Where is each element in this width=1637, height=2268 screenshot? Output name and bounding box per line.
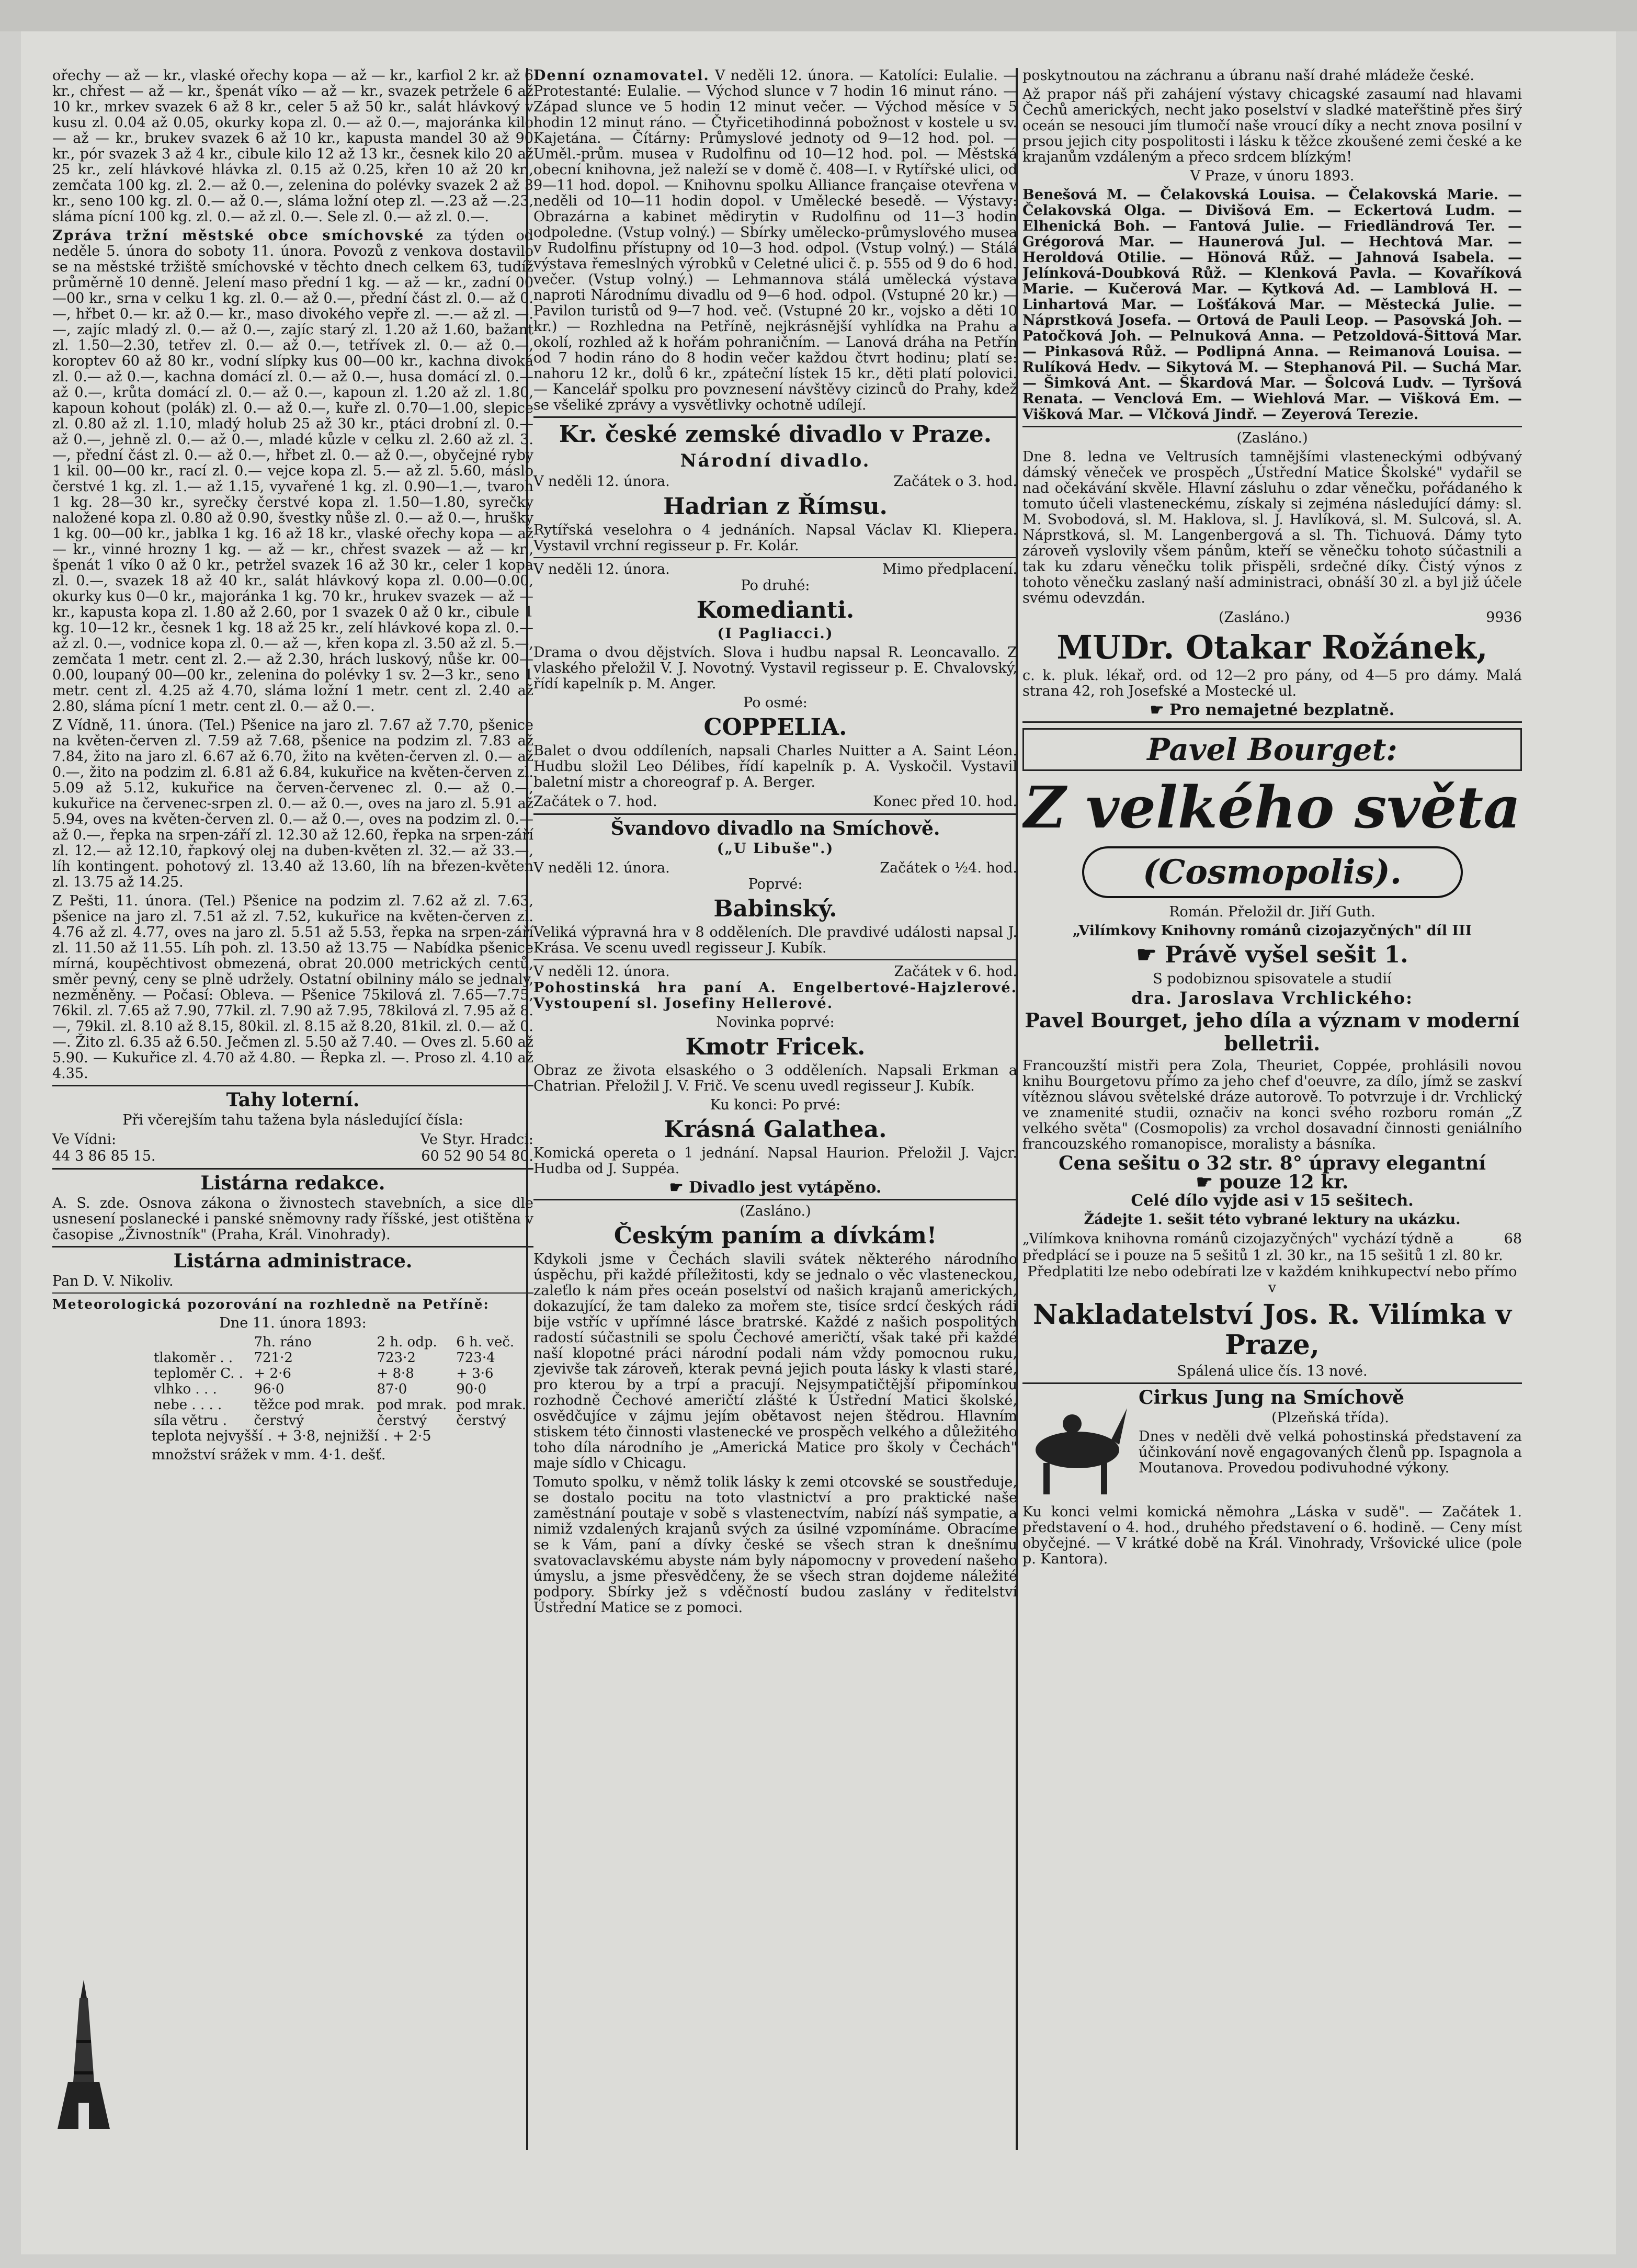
show2-desc: Drama o dvou dějstvích. Slova i hudbu napsal R. Leoncavallo. Z vlaského přeložil V. J. Novotný. Vystavil regisseur p. E. Chvalovský, řídí kapelník p. M. Anger.: [533, 644, 1017, 692]
divider: [52, 1085, 533, 1086]
sv2-guest: Pohostinská hra paní A. Engelbertové-Hajzlerové. Vystoupení sl. Josefiny Hellerové.: [533, 980, 1017, 1012]
lottery-styr-label: Ve Styr. Hradci:: [420, 1131, 533, 1148]
show2-pre: Po druhé:: [741, 577, 810, 594]
circus-title: Cirkus Jung na Smíchově: [1139, 1387, 1405, 1409]
lottery-title: Tahy loterní.: [226, 1089, 360, 1111]
meteo-value: 723·2: [377, 1350, 416, 1366]
column-2: [533, 68, 1017, 2150]
meteo-date: Dne 11. února 1893:: [219, 1315, 367, 1331]
daily-calendar-text: V neděli 12. února. — Katolíci: Eulalie. — Protestanté: Eulalie. — Východ slunce v 7 hodin 16 minut ráno. — Západ slunce ve 5 hodin 12 minut večer. — Východ měsíce v 5 hodin 12 minut ráno. — Čtyřicetihodinná pobožnost v kostele u sv. Kajetána. — Čítárny: Průmyslové jednoty od 9—12 hod. pol. — Uměl.-prům. musea v Rudolfinu od 10—12 hod. pol. — Městská obecní knihovna, jež naleží se v domě č. 408—I. v Rytířské ulici, od 9—11 hod. dopol. — Knihovnu spolku Alliance française otevřena v neděli od 10—11 hodin dopol. v Umělecké besedě. — Výstavy: Obrazárna a kabinet mědirytin v Rudolfinu od 11—3 hodin odpoledne. (Vstup volný.) — Sbírky umělecko-průmyslového musea v Rudolfinu přístupny od 10—3 hod. odpol. (Vstup volný.) — Stálá výstava řemeslných výrobků v Celetné ulici č. p. 555 od 9 do 6 hod. večer. (Vstup volný.) — Lehmannova stálá umělecká výstava naproti Národnímu divadlu od 9—6 hod. odpol. (Vstupné 20 kr.) — Pavilon turistů od 9—7 hod. več. (Vstupné 20 kr., vojsko a děti 10 kr.) — Rozhledna na Petříně, nejkrásnější vyhlídka na Prahu a okolí, rozhled až k hořám pohraničním. — Lanová dráha na Petřín od 7 hodin ráno do 8 hodin večer každou čtvrt hodinu; platí se: nahoru 12 kr., dolů 6 kr., zpáteční lístek 15 kr., děti platí polovici. — Kancelář spolku pro povznesení návštěvy cizinců do Prahy, kdež se všeliké zprávy a vysvětlivky ochotně udílejí.: [533, 68, 1017, 413]
smichov-market-report: [52, 228, 533, 715]
pointing-hand-icon: ☛: [1196, 1171, 1220, 1193]
pointing-hand-icon: ☛: [669, 1178, 689, 1197]
show-time: Začátek o 7. hod.: [533, 793, 657, 810]
sv3-pre: Ku konci: Po prvé:: [710, 1097, 841, 1113]
pest-grain-report: Z Pešti, 11. února. (Tel.) Pšenice na podzim zl. 7.62 až zl. 7.63, pšenice na jaro zl. 7.51 až zl. 7.52, kukuřice na květen-červen zl. 4.76 až zl. 4.77, oves na jaro zl. 5.51 až 5.53, řepka na srpen-září zl. 11.50 až 11.55. Líh poh. zl. 13.50 až 13.75 — Nabídka pšenice mírná, koupěchtivost obmezená, obrat 20.000 metrických centů, směr pevný, ceny se plně udržely. Ostatní obilniny málo se jednaly, nezměněny. — Počasí: Obleva. — Pšenice 75kilová zl. 7.65—7.75, 76kil. zl. 7.65 až 7.90, 77kil. zl. 7.90 až 7.95, 78kilová zl. 7.95 až 8.—, 79kil. zl. 8.10 až 8.15, 80kil. zl. 8.15 až 8.20, 81kil. zl. 0.— až 0.—. Žito zl. 6.35 až 6.50. Ječmen zl. 5.50 až 7.40. — Oves zl. 5.60 až 5.90. — Kukuřice zl. 4.70 až 4.80. — Řepka zl. —. Proso zl. 4.10 až 4.35.: [52, 893, 533, 1082]
smichov-market-heading: Zpráva tržní městské obce smíchovské: [52, 228, 425, 244]
show-date: V neděli 12. února.: [533, 963, 670, 980]
bourget-subs: „Vilímkova knihovna románů cizojazyčných" vychází týdně a předplácí se i pouze na 5 sešitů 1 zl. 30 kr., na 15 sešitů 1 zl. 80 kr.: [1022, 1231, 1503, 1264]
divider: [1022, 721, 1522, 723]
meteo-row: [152, 1350, 533, 1366]
sv2-desc: Obraz ze života elsaského o 3 odděleních. Napsali Erkman a Chatrian. Přeložil J. V. Frič. Ve scenu uvedl regisseur J. Kubík.: [533, 1062, 1017, 1094]
divider: [1022, 426, 1522, 427]
circus-horse-illustration: [1022, 1387, 1132, 1502]
lottery-vienna-label: Ve Vídni:: [52, 1131, 117, 1148]
sv1-desc: Veliká výpravná hra v 8 odděleních. Dle pravdivé události napsal J. Krása. Ve scenu uvedl regisseur J. Kubík.: [533, 924, 1017, 956]
bourget-subtitle: (Cosmopolis).: [1082, 846, 1463, 898]
sv2-meta: [533, 963, 1017, 980]
bourget-portrait: S podobiznou spisovatele a studií: [1153, 971, 1392, 987]
meteo-row: [152, 1366, 533, 1381]
show2-title: Komedianti.: [696, 597, 855, 623]
appeal-title: Českým paním a dívkám!: [613, 1222, 937, 1249]
sv2-pre: Novinka poprvé:: [716, 1014, 835, 1030]
meteo-value: + 3·6: [456, 1366, 494, 1381]
divider: [533, 959, 1017, 960]
show1-meta: [533, 473, 1017, 490]
meteo-row: [152, 1413, 533, 1428]
bourget-title: Z velkého světa: [1024, 774, 1521, 841]
bourget-order: Předplatiti lze nebo odebírati lze v každém knihkupectví nebo přímo v: [1027, 1264, 1517, 1296]
meteo-value: + 2·6: [254, 1366, 291, 1381]
bourget-issue-text: Právě vyšel sešit 1.: [1165, 942, 1408, 968]
meteo-table-wrap: [152, 1334, 533, 1463]
pointing-hand-icon: ☛: [1136, 942, 1165, 968]
lottery-labels: [52, 1131, 533, 1148]
petrin-tower-illustration: [52, 1977, 115, 2134]
meteo-time: 2 h. odp.: [377, 1334, 437, 1350]
meteo-value: 721·2: [254, 1350, 293, 1366]
divider: [533, 813, 1017, 815]
circus-text-2: Ku konci velmi komická němohra „Láska v sudě". — Začátek 1. představení o 4. hod., druhého představení o 6. hodině. — Ceny míst obyčejné. — V krátké době na Král. Vinohrady, Vršovické ulice (pole p. Kantora).: [1022, 1504, 1522, 1567]
sv1-meta: [533, 860, 1017, 877]
smichov-market-text: za týden od neděle 5. února do soboty 11. února. Povozů z venkova dostavilo se na městské tržiště smíchovské v těchto dnech celkem 63, tudíž průměrně 10 denně. Jelení maso přední 1 kg. — až — kr., zadní 00—00 kr., srna v celku 1 kg. zl. 0.— až 0.—, přední část zl. 0.— až 0.—, hřbet 0.— kr. až 0.— kr., maso divokého vepře zl. —.— až zl. —.—, zajíc mladý zl. 0.— až 0.—, zajíc starý zl. 1.20 až 1.60, bažant zl. 1.50—2.30, tetřev zl. 0.— až 0.—, tetřívek zl. 0.— až 0.—, koroptev 60 až 80 kr., vodní slípky kus 00—00 kr., kachna divoká zl. 0.— až 0.—, kachna domácí zl. 0.— až 0.—, husa domácí zl. 0.— až 0.—, krůta domácí zl. 0.— až 0.—, kapoun zl. 1.20 až zl. 1.80, kapoun kohout (polák) zl. 0.— až 0.—, kuře zl. 0.70—1.00, slepice zl. 0.80 až zl. 1.10, mladý holub 25 až 30 kr., ptáci drobní zl. 0.— až 0.—, jehně zl. 0.— až 0.—, mladé kůzle v celku zl. 2.60 až zl. 3.—, přední část zl. 0.— až 0.—, hřbet zl. 0.— až 0.—, obyčejné ryby 1 kil. 00—00 kr., rací zl. 0.— vejce kopa zl. 5.— až zl. 5.60, máslo čerstvé 1 kg. zl. 1.— až 1.15, vyvařené 1 kg. zl. 0.90—1.—, tvaroh 1 kg. 28—30 kr., syrečky čerstvé kopa zl. 1.50—1.80, syrečky naložené kopa zl. 0.80 až 0.90, švestky nůše zl. 0.— až 0.—, hrušky 1 kg. 00—00 kr., jablka 1 kg. 16 až 18 kr., vlaské ořechy kopa — až — kr., vinné hrozny 1 kg. — až — kr., chřest svazek — až — kr., špenát 1 víko 0 až 0 kr., petržel svazek 16 až 30 kr., celer 1 kopa zl. 0.—, svazek 18 až 40 kr., salát hlávkový kopa zl. 0.00—0.00, okurky kus 0—0 kr., majoránka 1 kg. 70 kr., hrukev svazek — až — kr., kapusta kopa zl. 1.80 až 2.60, por 1 svazek 0 až 0 kr., cibule 1 kg. 10—12 kr., česnek 1 kg. 18 až 25 kr., zelí hlávkové kopa zl. 0.— až zl. 0.—, vodnice kopa zl. 0.— až —, křen kopa zl. 3.50 až zl. 5.—, zemčata 1 metr. cent zl. 2.— až 2.30, hrách luskový, nůše kr. 00—0.00, loupaný 00—00 kr., zelenina do polévky 1 sv. 2—3 kr., seno 1 metr. cent zl. 4.25 až 4.70, sláma ložní 1 metr. cent zl. 2.40 až 2.80, sláma pícní 1 metr. cent zl. 0.— až 0.—.: [52, 228, 533, 715]
bourget-price: Cena sešitu o 32 str. 8° úpravy elegantní: [1058, 1152, 1486, 1174]
bourget-author: Pavel Bourget:: [1147, 732, 1397, 767]
show-date: V neděli 12. února.: [533, 561, 670, 577]
meteo-value: 96·0: [254, 1381, 285, 1397]
meteo-temperature: teplota nejvyšší . + 3·8, nejnižší . + 2·5: [152, 1428, 431, 1444]
wreath-text: Dne 8. ledna ve Veltrusích tamnějšími vlasteneckými odbývaný dámský věneček ve prospěch „Ústřední Matice Školské" vydařil se nad očekávání skvěle. Hlavní zásluhu o zdar věnečku, pořádaného k tomuto účeli vlasteneckému, získaly si zejména následující dámy: sl. M. Svobodová, sl. M. Haklova, sl. J. Havlíková, sl. M. Sulcová, sl. A. Náprstková, sl. M. Langenbergová a sl. Th. Tichuová. Dámy tyto zároveň vyslovily všem pánům, kteří se věnečku tohoto súčastnili a tak ku zdaru věnečku tolik přispěli, srdečné díky. Čistý výnos z tohoto věnečku zaslaný naší administraci, obnáší 30 zl. a byl již účele svému odevzdán.: [1022, 449, 1522, 606]
bourget-translation: Román. Přeložil dr. Jiří Guth.: [1169, 904, 1375, 920]
theatre-heading: Kr. české zemské divadlo v Praze.: [559, 421, 992, 448]
market-prices-text: ořechy — až — kr., vlaské ořechy kopa — až — kr., karfiol 2 kr. až 6 kr., chřest — až — kr., špenát víko — až — kr., svazek petržele 6 až 10 kr., mrkev svazek 6 až 8 kr., celer 5 až 50 kr., salát hlávkový v kusu zl. 0.04 až 0.05, okurky kopa zl. 0.— až 0.—, majoránka kilo — až — kr., brukev svazek 6 až 10 kr., kapusta mandel 30 až 90 kr., pór svazek 3 až 4 kr., cibule kilo 12 až 13 kr., česnek kilo 20 až 25 kr., zelí hlávkové hlávka zl. 0.15 až 0.25, křen 10 až 20 kr., zemčata 100 kg. zl. 2.— až 0.—, zelenina do polévky svazek 2 až 3 kr., seno 100 kg. zl. 0.— až 0.—, sláma ložní otep zl. —.23 až —.23, sláma pícní 100 kg. zl. 0.— až zl. 0.—. Sele zl. 0.— až zl. 0.—.: [52, 68, 533, 225]
editorial-text: A. S. zde. Osnova zákona o živnostech stavebních, a sice dle usnesení poslanecké i panské sněmovny rady říšské, jest otištěna v časopise „Živnostník" (Praha, Král. Vinohrady).: [52, 1195, 533, 1243]
publisher-name: Nakladatelství Jos. R. Vilímka v Praze,: [1033, 1299, 1511, 1361]
sv3-heated-note: [533, 1180, 1017, 1196]
meteo-value: těžce pod mrak.: [254, 1397, 365, 1413]
bourget-price-2-text: pouze 12 kr.: [1219, 1171, 1349, 1193]
appeal-continuation-2: Až prapor náš při zahájení výstavy chicagské zasaumí nad hlavami Čechů amerických, necht jako poselství v sladké mateřštině přes širý oceán se nesouci jím tlumočí naše vroucí díky a necht znova posilní v prsou jejich city pospolitosti i lásku k těžce zkoušené zemi české a ke krajanům vzdáleným a přeco srdcem blízkým!: [1022, 86, 1522, 165]
meteo-table: [152, 1334, 533, 1428]
sent-row: [1022, 609, 1522, 626]
meteo-label: vlhko . . .: [154, 1381, 217, 1397]
appeal-date: V Praze, v únoru 1893.: [1190, 168, 1355, 184]
meteo-label: teploměr C. .: [154, 1366, 243, 1381]
show-time: Konec před 10. hod.: [873, 793, 1017, 810]
meteo-time: 7h. ráno: [254, 1334, 312, 1350]
divider: [533, 1199, 1017, 1200]
meteo-label: nebe . . . .: [154, 1397, 222, 1413]
bourget-issue: [1022, 942, 1522, 968]
show-note: Mimo předplacení.: [882, 561, 1017, 577]
meteo-value: 90·0: [456, 1381, 487, 1397]
divider: [1022, 1382, 1522, 1384]
sv1-title: Babinský.: [713, 895, 837, 922]
meteo-title: Meteorologická pozorování na rozhledně na Petříně:: [52, 1297, 490, 1312]
sent-label-3: (Zasláno.): [1219, 609, 1290, 626]
lottery-styr-numbers: 60 52 90 54 80.: [421, 1148, 533, 1164]
show3-pre: Po osmé:: [743, 695, 808, 711]
pointing-hand-icon: ☛: [1150, 701, 1170, 719]
lottery-numbers: [52, 1148, 533, 1165]
appeal-text: Kdykoli jsme v Čechách slavili svátek některého národního úspěchu, při každé příležitosti, kdy se jednalo o věc vlasteneckou, zaleťlo k nám přes oceán poselství od našich krajanů amerických, dokazující, že tam daleko za mořem ste, tisíce srdcí českých rádi bije vstříc v upřímné lásce bratrské. Každé z našich pospolitých radostí súčastnili se spolu Čechové američtí, však také při každé naší klopotné práci národní podali nám vždy pomocnou ruku, zjevivše tak zároveň, kterak pevná jejich pouta lásky k vlasti staré, pro kterou by a trpí a pracují. Nejsympatičtější připomínkou rozhodně Čechové američtí zlášté k Ústřední Matici školské, osvědčujíce v zájmu jejím obětavost nejen štědrou. Hlavním stiskem této činnosti vlastenecké ve prospěch velkého a důležitého toho díla národního je „Americká Matice pro školy v Čechách" maje sídlo v Chicagu.: [533, 1251, 1017, 1471]
doctor-name: MUDr. Otakar Rožánek,: [1056, 628, 1488, 666]
show-date: V neděli 12. února.: [533, 473, 670, 490]
circus-place: (Plzeňská třída).: [1271, 1410, 1389, 1426]
meteo-time: 6 h. več.: [456, 1334, 515, 1350]
signatories: Benešová M. — Čelakovská Louisa. — Čelakovská Marie. — Čelakovská Olga. — Divišová Em. — Eckertová Ludm. — Elhenická Boh. — Fantová Julie. — Friedländrová Ter. — Grégorová Mar. — Haunerová Jul. — Hechtová Mar. — Heroldová Otilie. — Hönová Růž. — Jahnová Isabela. — Jelínková-Doubková Růž. — Klenková Pavla. — Kovaříková Marie. — Kučerová Mar. — Kytková Ad. — Lamblová H. — Linhartová Mar. — Lošťáková Mar. — Městecká Julie. — Náprstková Josefa. — Ortová de Pauli Leop. — Pasovská Joh. — Patočková Joh. — Pelnuková Anna. — Petzoldová-Šittová Mar. — Pinkasová Růž. — Podlipná Anna. — Reimanová Louisa. — Rulíková Hedv. — Sikytová M. — Stephanová Pil. — Suchá Mar. — Šimková Ant. — Škardová Mar. — Šolcová Ludv. — Tyršová Renata. — Venclová Em. — Wiehlová Mar. — Višková Em. — Višková Mar. — Vlčková Jindř. — Zeyerová Terezie.: [1022, 187, 1522, 423]
divider: [52, 1292, 533, 1294]
bourget-study: Pavel Bourget, jeho díla a význam v moderní belletrii.: [1025, 1008, 1520, 1055]
vienna-grain-report: Z Vídně, 11. února. (Tel.) Pšenice na jaro zl. 7.67 až 7.70, pšenice na květen-červen zl. 7.59 až 7.68, pšenice na podzim zl. 7.83 až 7.84, žito na jaro zl. 6.67 až 6.70, žito na květen-červen zl. 0.— až 0.—, žito na podzim zl. 6.81 až 6.84, kukuřice na květen-červen zl. 5.09 až 5.12, kukuřice na červen-červenec zl. 0.— až 0.—, kukuřice na červenec-srpen zl. 0.— až 0.—, oves na jaro zl. 5.91 až 5.94, oves na květen-červen zl. 0.— až 0.—, oves na podzim zl. 0.— až 0.—, řepka na srpen-září zl. 12.30 až 12.60, řepka na srpen-září zl. 12.— až 12.10, řapkový olej na duben-květen zl. 32.— až 33.—, líh kontingent. pohotový zl. 13.40 až 13.60, líh na březen-květen zl. 13.75 až 14.25.: [52, 717, 533, 890]
publisher-address: Spálená ulice čís. 13 nové.: [1177, 1363, 1368, 1379]
show1-desc: Rytířská veselohra o 4 jednáních. Napsal Václav Kl. Kliepera. Vystavil vrchní regisseur p. Fr. Kolár.: [533, 522, 1017, 554]
theatre-subheading: Národní divadlo.: [680, 450, 871, 471]
divider: [533, 416, 1017, 418]
sent-number: 9936: [1486, 609, 1522, 626]
bourget-free: Žádejte 1. sešit této vybrané lektury na ukázku.: [1084, 1211, 1461, 1228]
meteo-header-row: [152, 1334, 533, 1350]
divider: [52, 1168, 533, 1170]
show-time: Začátek o 3. hod.: [893, 473, 1017, 490]
meteo-row: [152, 1397, 533, 1413]
bourget-price-2: [1022, 1171, 1522, 1193]
show3-title: COPPELIA.: [703, 714, 847, 741]
bourget-series: „Vilímkovy Knihovny románů cizojazyčných" díl III: [1072, 923, 1472, 939]
meteo-value: čerstvý: [377, 1413, 427, 1428]
scan-margin: [0, 0, 1637, 31]
meteo-label: tlakoměr . .: [154, 1350, 233, 1366]
heated-note-text: Divadlo jest vytápěno.: [689, 1178, 882, 1197]
sv2-title: Kmotr Fricek.: [685, 1034, 866, 1060]
appeal-continuation: poskytnoutou na záchranu a úbranu naší drahé mládeže české.: [1022, 68, 1475, 84]
bourget-author-banner: [1022, 728, 1522, 771]
sv1-pre: Poprvé:: [748, 876, 803, 892]
bourget-subs-row: [1022, 1231, 1522, 1264]
show-time: Začátek o ½4. hod.: [880, 860, 1017, 876]
meteo-value: + 8·8: [377, 1366, 414, 1381]
admin-text: Pan D. V. Nikoliv.: [52, 1273, 174, 1289]
bourget-study-author: dra. Jaroslava Vrchlického:: [1131, 988, 1413, 1008]
show-time: Začátek v 6. hod.: [894, 963, 1017, 980]
admin-title: Listárna administrace.: [173, 1250, 413, 1272]
sent-label-2: (Zasláno.): [1236, 430, 1308, 446]
bourget-number: 68: [1504, 1231, 1522, 1247]
meteo-label: síla větru .: [154, 1413, 227, 1428]
sv3-desc: Komická opereta o 1 jednání. Napsal Haurion. Přeložil J. Vajcr. Hudba od J. Suppéa.: [533, 1145, 1017, 1177]
show2-orig: (I Pagliacci.): [717, 626, 834, 642]
divider: [52, 1246, 533, 1248]
bourget-text: Francouzští mistři pera Zola, Theuriet, Coppée, prohlásili novou knihu Bourgetovu přímo za jeho chef d'oeuvre, za dílo, jímž se zaskví vítěznou slávou světelské dráze autorově. To potvrzuje i dr. Vrchlický ve znamenité studii, označiv na konci svého rozboru román „Z velkého světa" (Cosmopolis) za vrchol dosavadní činnosti geniálního francouzského romanopisce, moralisty a básníka.: [1022, 1058, 1522, 1152]
svandovo-subheading: („U Libuše".): [717, 841, 834, 857]
svandovo-heading: Švandovo divadlo na Smíchově.: [610, 818, 940, 840]
divider: [533, 557, 1017, 558]
bourget-whole: Celé dílo vyjde asi v 15 sešitech.: [1131, 1192, 1414, 1210]
appeal-text-2: Tomuto spolku, v němž tolik lásky k zemi otcovské se soustředuje, se dostalo pocitu na toto vlastnictví a pro praktické naše zaměstnání poutaje v sobě s vlastenectvím, nabízí náš sympatie, a nimiž vzdalených krajanů svých za úsilné vzpomínáme. Obracíme se k Vám, paní a dívky české se všech stran k dnešnímu svatovaclavskému abyste nám byly nápomocny v provedení našeho úmyslu, a jsme přesvědčeny, že se všech stran dojdeme náležité podpory. Sbírky jež s vděčností budou zaslány v ředitelství Ústřední Matice se z pomoci.: [533, 1474, 1017, 1616]
daily-calendar-heading: Denní oznamovatel.: [533, 68, 710, 84]
lottery-text: Při včerejším tahu tažena byla následující čísla:: [122, 1112, 463, 1128]
show-date: V neděli 12. února.: [533, 860, 670, 876]
show2-meta: [533, 561, 1017, 578]
meteo-row: [152, 1381, 533, 1397]
editorial-title: Listárna redakce.: [200, 1172, 385, 1194]
meteo-value: čerstvý: [456, 1413, 506, 1428]
meteo-value: 87·0: [377, 1381, 407, 1397]
sent-label: (Zasláno.): [740, 1203, 811, 1219]
circus-text: Dnes v neděli dvě velká pohostinská představení za účinkování nově engagovaných členů pp. Ispagnola a Moutanova. Provedou podivuhodné výkony.: [1139, 1428, 1522, 1476]
lottery-vienna-numbers: 44 3 86 85 15.: [52, 1148, 156, 1164]
doctor-text: c. k. pluk. lékař, ord. od 12—2 pro pány, od 4—5 pro dámy. Malá strana 42, roh Josefské a Mostecké ul.: [1022, 667, 1522, 699]
column-3: [1022, 68, 1522, 2150]
meteo-value: čerstvý: [254, 1413, 304, 1428]
meteo-value: 723·4: [456, 1350, 495, 1366]
meteo-precipitation: množství srážek v mm. 4·1. dešť.: [152, 1447, 386, 1463]
show3-times: [533, 793, 1017, 810]
show1-title: Hadrian z Římsu.: [663, 493, 888, 520]
column-1: [52, 68, 533, 2150]
show3-desc: Balet o dvou oddíleních, napsali Charles Nuitter a A. Saint Léon. Hudbu složil Leo Délibes, řídí kapelník p. A. Vyskočil. Vystavil baletní mistr a choreograf p. A. Berger.: [533, 743, 1017, 790]
doctor-free-text: Pro nemajetné bezplatně.: [1169, 701, 1395, 719]
doctor-free-note: [1022, 702, 1522, 718]
meteo-value: pod mrak.: [456, 1397, 527, 1413]
sv3-title: Krásná Galathea.: [664, 1116, 887, 1143]
meteo-value: pod mrak.: [377, 1397, 447, 1413]
daily-calendar: [533, 68, 1017, 413]
